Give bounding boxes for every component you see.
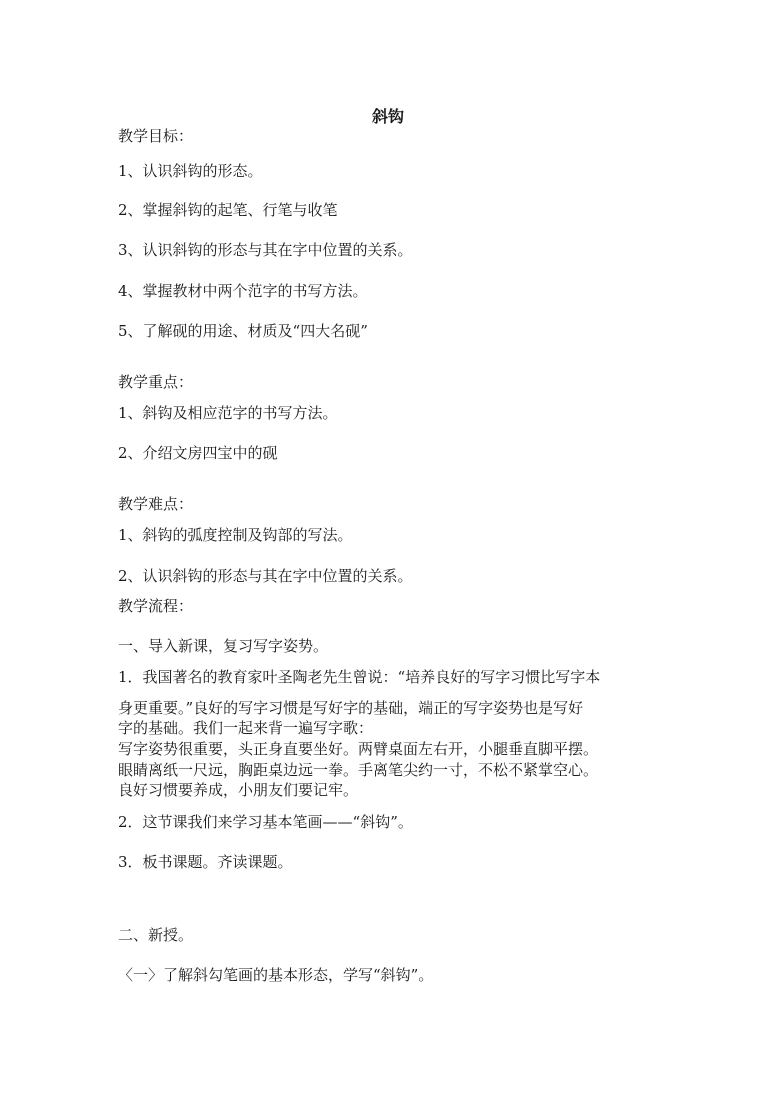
key-points-heading: 教学重点： [118, 373, 194, 391]
objective-item: 3、认识斜钩的形态与其在字中位置的关系。 [118, 241, 413, 259]
objective-item: 5、了解砚的用途、材质及“四大名砚” [118, 322, 368, 340]
process-heading: 教学流程： [118, 597, 194, 615]
section1-heading: 一、导入新课，复习写字姿势。 [118, 637, 329, 655]
key-point-item: 1、斜钩及相应范字的书写方法。 [118, 404, 338, 422]
poem-line: 写字姿势很重要，头正身直要坐好。两臂桌面左右开，小腿垂直脚平摆。 [118, 740, 599, 758]
section1-paragraph-line: 字的基础。我们一起来背一遍写字歌： [118, 719, 374, 737]
objective-item: 1、认识斜钩的形态。 [118, 162, 263, 180]
key-point-item: 2、介绍文房四宝中的砚 [118, 444, 278, 462]
poem-line: 眼睛离纸一尺远，胸距桌边远一拳。手离笔尖约一寸，不松不紧掌空心。 [118, 761, 599, 779]
objectives-heading: 教学目标： [118, 127, 194, 145]
difficulty-item: 1、斜钩的弧度控制及钩部的写法。 [118, 526, 353, 544]
poem-line: 良好习惯要养成，小朋友们要记牢。 [118, 781, 359, 799]
section1-paragraph-line: 身更重要。”良好的写字习惯是写好字的基础，端正的写字姿势也是写好 [118, 699, 584, 717]
section1-paragraph-line: 1．我国著名的教育家叶圣陶老先生曾说：“培养良好的写字习惯比写字本 [118, 668, 601, 686]
difficulties-heading: 教学难点： [118, 495, 194, 513]
objective-item: 2、掌握斜钩的起笔、行笔与收笔 [118, 201, 338, 219]
document-title: 斜钩 [372, 107, 405, 126]
section2-subheading: 〈一〉了解斜勾笔画的基本形态，学写“斜钩”。 [118, 966, 434, 984]
difficulty-item: 2、认识斜钩的形态与其在字中位置的关系。 [118, 567, 413, 585]
section2-heading: 二、新授。 [118, 926, 194, 944]
objective-item: 4、掌握教材中两个范字的书写方法。 [118, 282, 368, 300]
section1-paragraph: 3．板书课题。齐读课题。 [118, 853, 293, 871]
section1-paragraph: 2．这节课我们来学习基本笔画——“斜钩”。 [118, 813, 413, 831]
